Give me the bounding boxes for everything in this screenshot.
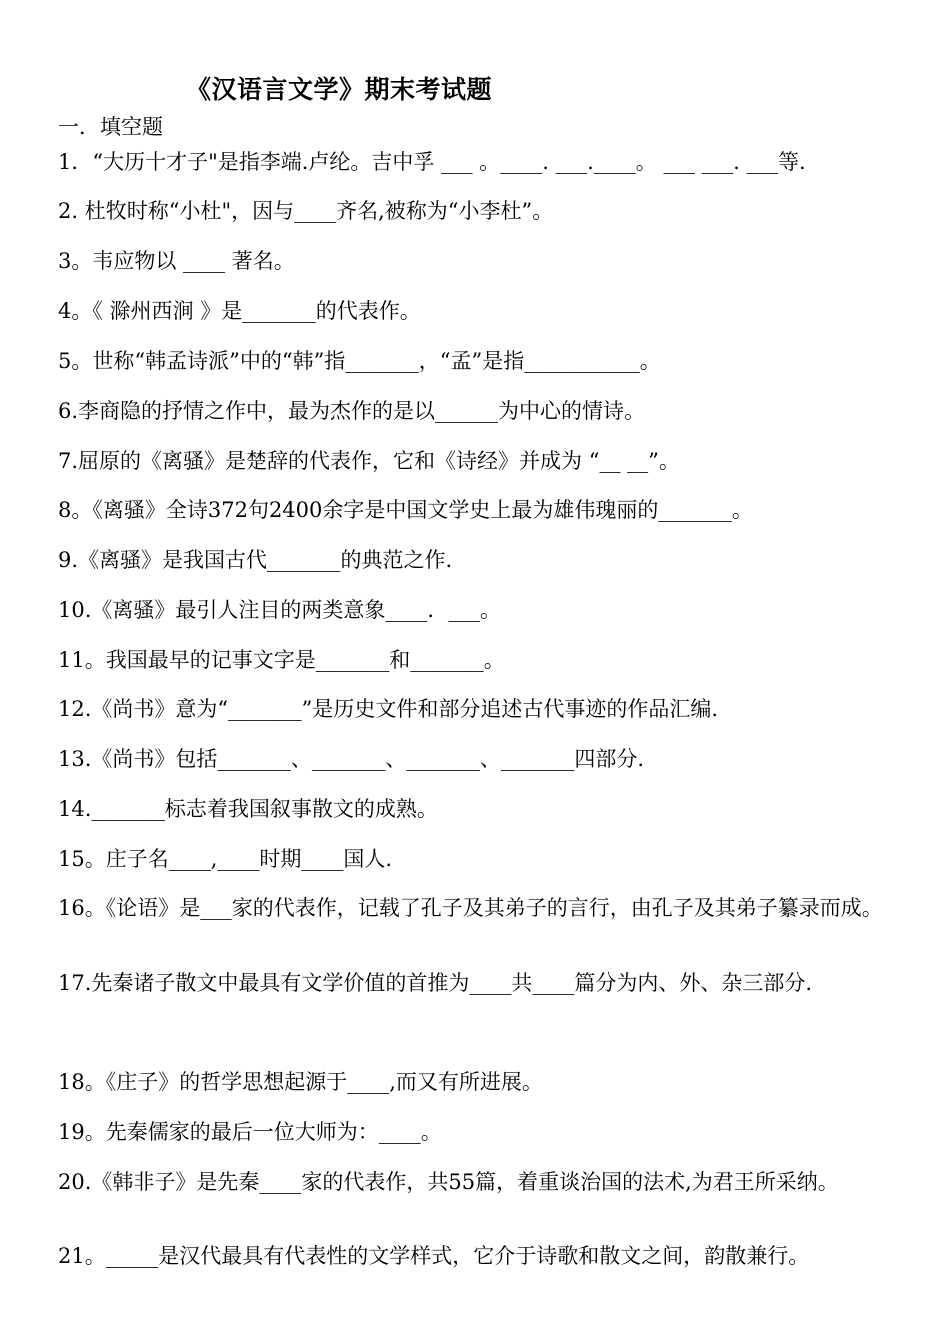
question-7: 7.屈原的《离骚》是楚辞的代表作，它和《诗经》并成为 “__ __”。: [58, 449, 680, 473]
question-16: 16。《论语》是___家的代表作，记载了孔子及其弟子的言行，由孔子及其弟子纂录而成。: [58, 896, 883, 920]
question-10: 10.《离骚》最引人注目的两类意象____．___。: [58, 598, 501, 622]
question-21: 21。_____是汉代最具有代表性的文学样式，它介于诗歌和散文之间，韵散兼行。: [58, 1244, 810, 1268]
question-2: 2. 杜牧时称“小杜"，因与____齐名,被称为“小李杜”。: [58, 199, 554, 223]
section-heading: 一．填空题: [58, 115, 163, 139]
question-19: 19。先秦儒家的最后一位大师为：____。: [58, 1120, 442, 1144]
question-6: 6.李商隐的抒情之作中，最为杰作的是以______为中心的情诗。: [58, 399, 646, 423]
question-17: 17.先秦诸子散文中最具有文学价值的首推为____共____篇分为内、外、杂三部分.: [58, 971, 813, 995]
question-18: 18。《庄子》的哲学思想起源于____,而又有所进展。: [58, 1070, 543, 1094]
question-13: 13.《尚书》包括_______、_______、_______、_______四部分.: [58, 747, 645, 771]
question-20: 20.《韩非子》是先秦____家的代表作，共55篇，着重谈治国的法术,为君王所采纳。: [58, 1170, 839, 1194]
question-9: 9.《离骚》是我国古代_______的典范之作.: [58, 548, 453, 572]
question-12: 12.《尚书》意为“_______”是历史文件和部分追述古代事迹的作品汇编.: [58, 697, 719, 721]
question-4: 4。《 滁州西涧 》是_______的代表作。: [58, 299, 421, 323]
question-11: 11。我国最早的记事文字是_______和_______。: [58, 648, 505, 672]
question-14: 14._______标志着我国叙事散文的成熟。: [58, 797, 438, 821]
question-1: 1．“大历十才子"是指李端.卢纶。吉中孚 ___ 。____. ___.____。 ___ ___. ___等.: [58, 150, 806, 174]
question-15: 15。庄子名____,____时期____国人.: [58, 847, 393, 871]
question-3: 3。韦应物以 ____ 著名。: [58, 249, 295, 273]
question-5: 5。世称“韩孟诗派”中的“韩”指_______，“孟”是指___________。: [58, 349, 661, 373]
question-8: 8。《离骚》全诗372句2400余字是中国文学史上最为雄伟瑰丽的_______。: [58, 498, 753, 522]
exam-title: 《汉语言文学》期末考试题: [186, 75, 493, 104]
